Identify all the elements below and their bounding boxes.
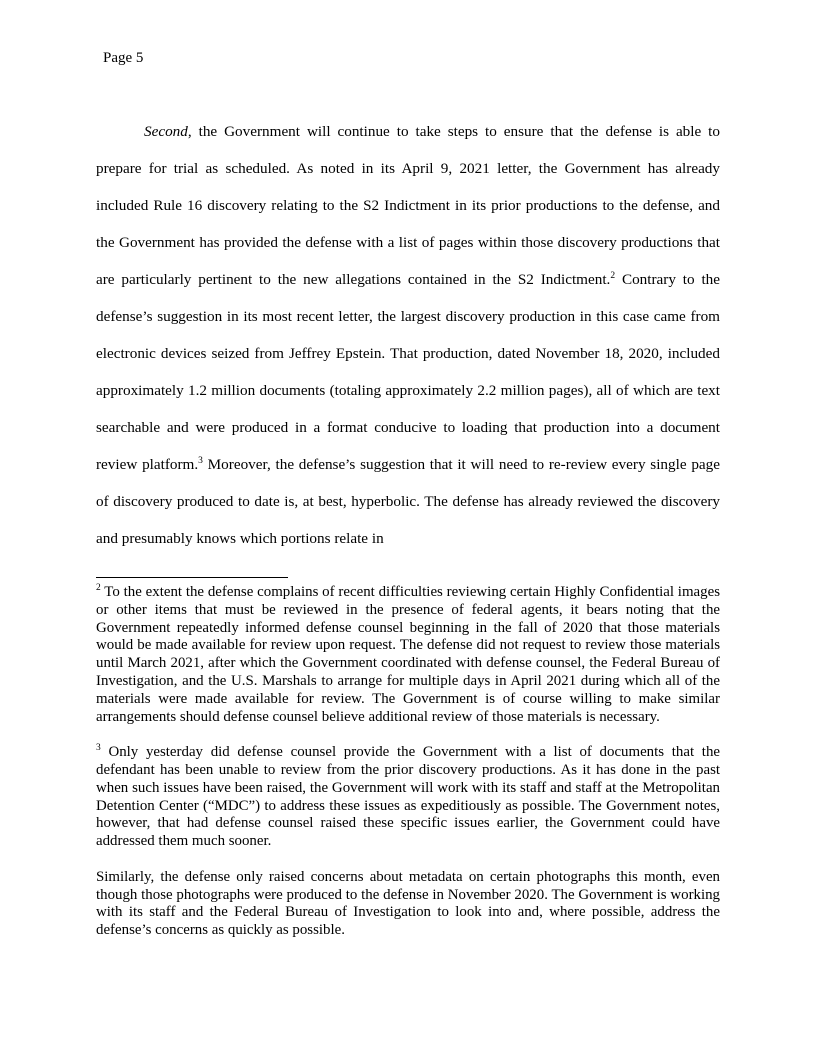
body-text-part-a: , the Government will continue to take steps to ensure that the defense is able to prepare for trial as scheduled. As noted in its April 9, 2021 letter, the Government has already included Rule 16 discovery relating to the S2 Indictment in its prior productions to the defense, and the Government has provided the defense with a list of pages within those discovery productions that are particularly pertinent to the new allegations contained in the S2 Indictment. [96,123,720,288]
footnote-3-continuation: Similarly, the defense only raised concerns about metadata on certain photographs this month, even though those photographs were produced to the defense in November 2020. The Government is working with its staff and the Federal Bureau of Investigation to look into and, where possible, address the defense’s concerns as quickly as possible. [96,868,720,939]
intro-word: Second [144,123,188,140]
footnote-number: 3 [96,743,101,754]
footnote-ref-2: 2 [610,270,616,281]
footnote-number: 2 [96,583,101,594]
body-text-part-b: Contrary to the defense’s suggestion in its most recent letter, the largest discovery production in this case came from electronic devices seized from Jeffrey Epstein. That production, dated November 18, 2020, included approximately 1.2 million documents (totaling approximately 2.2 million pages), all of which are text searchable and were produced in a format conducive to loading that production into a document review platform. [96,271,721,473]
footnote-ref-3: 3 [198,455,203,466]
footnotes-section [96,584,720,958]
footnote-text: To the extent the defense complains of recent difficulties reviewing certain Highly Confidential images or other items that must be reviewed in the presence of federal agents, it bears noting that the Government repeatedly informed defense counsel beginning in the fall of 2020 that those materials would be made available for review upon request. The defense did not request to review those materials until March 2021, after which the Government coordinated with defense counsel, the Federal Bureau of Investigation, and the U.S. Marshals to arrange for multiple days in April 2021 during which all of the materials were made available for review. The Government is of course willing to make similar arrangements should defense counsel believe additional review of those materials is necessary. [96,584,720,725]
footnote-divider [96,577,288,578]
body-text-part-c: Moreover, the defense’s suggestion that it will need to re-review every single page of discovery produced to date is, at best, hyperbolic. The defense has already reviewed the discovery and presumably knows which portions relate in [96,456,720,547]
footnote-3 [96,744,720,851]
body-paragraph-container [96,113,720,557]
footnote-2 [96,584,720,726]
footnote-text: Only yesterday did defense counsel provide the Government with a list of documents that the defendant has been unable to review from the prior discovery productions. As it has done in the past when such issues have been raised, the Government will work with its staff and staff at the Metropolitan Detention Center (“MDC”) to address these issues as expeditiously as possible. The Government notes, however, that had defense counsel raised these specific issues earlier, the Government could have addressed them much sooner. [96,744,720,850]
body-paragraph [96,113,720,557]
page-number: Page 5 [103,50,144,66]
